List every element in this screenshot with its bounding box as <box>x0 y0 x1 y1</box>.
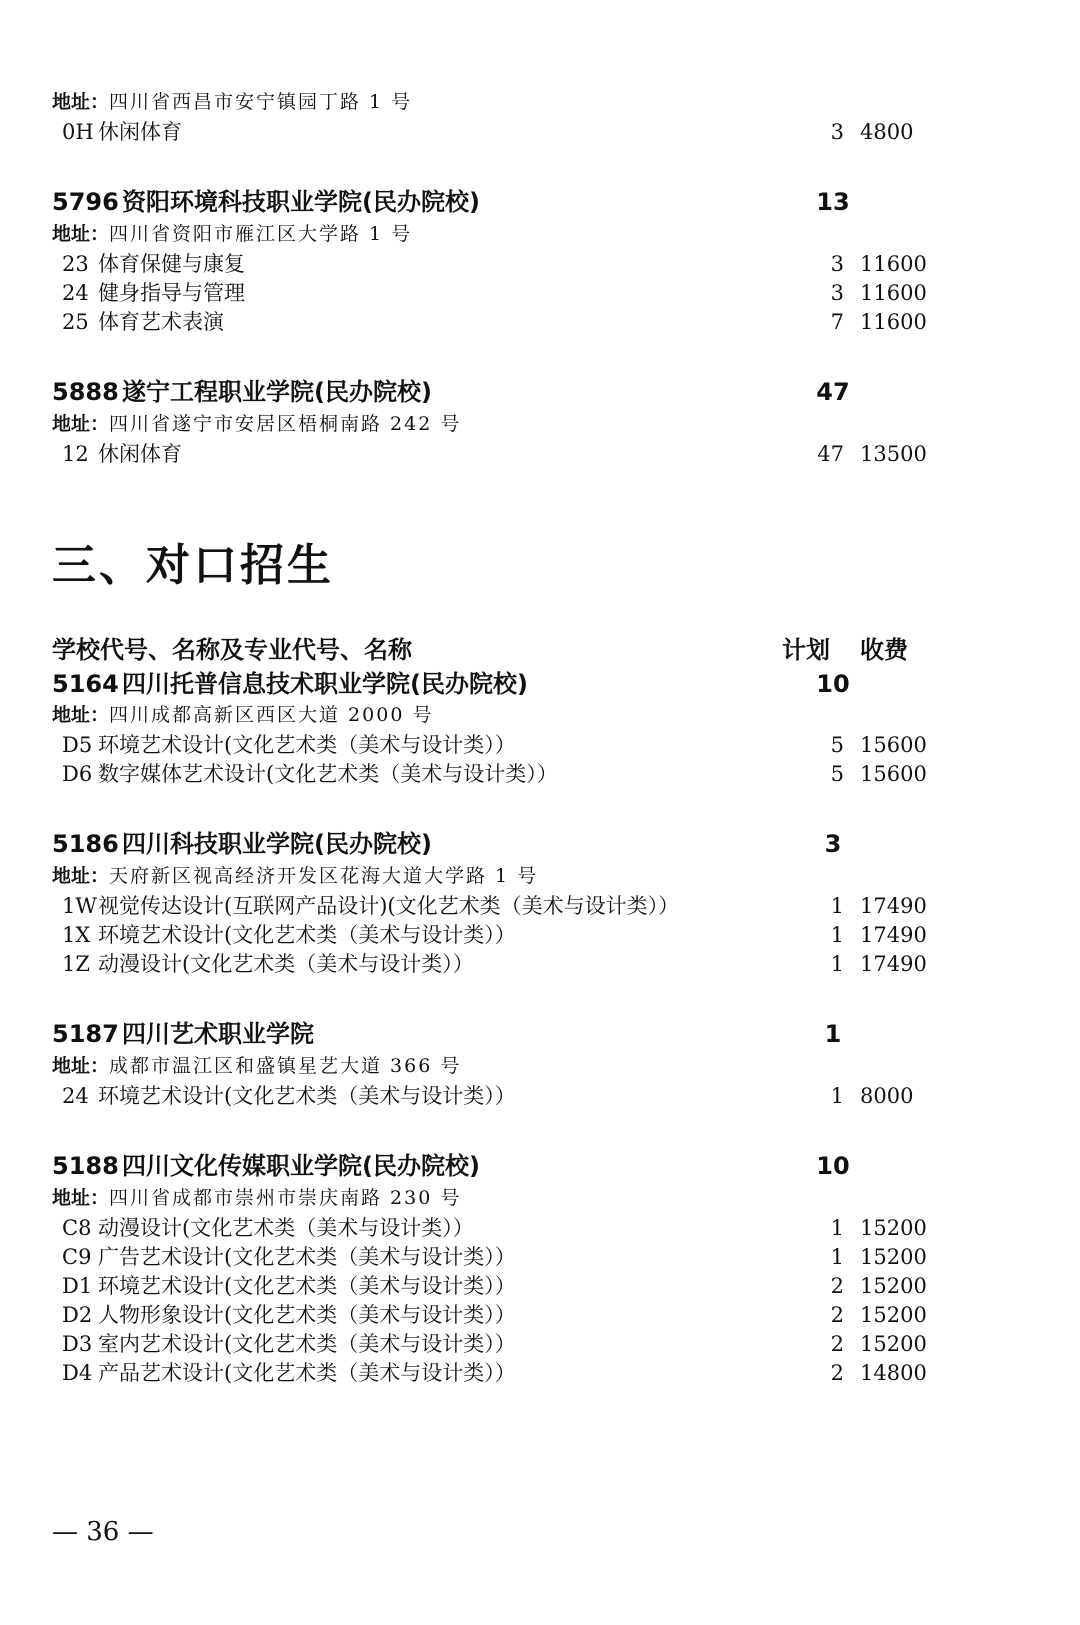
school-code: 5187 <box>52 1020 119 1048</box>
major-code: D6 <box>62 762 93 786</box>
major-name: 室内艺术设计(文化艺术类（美术与设计类）） <box>98 1332 516 1356</box>
major-code: C9 <box>62 1245 92 1269</box>
major-plan: 47 <box>817 442 844 466</box>
major-code: 1Z <box>62 952 90 976</box>
major-code: D5 <box>62 733 93 757</box>
header-fee: 收费 <box>860 636 908 664</box>
major-row <box>62 949 942 979</box>
major-row <box>62 117 942 147</box>
major-row <box>62 1300 942 1330</box>
major-name: 体育保健与康复 <box>98 252 245 276</box>
header-plan: 计划 <box>782 636 830 664</box>
school-code: 5888 <box>52 378 119 406</box>
major-code: 25 <box>62 310 89 334</box>
school-name: 遂宁工程职业学院(民办院校) <box>122 378 432 406</box>
school-plan: 10 <box>816 670 850 698</box>
major-row <box>62 1271 942 1301</box>
major-fee: 11600 <box>860 310 927 334</box>
school-name: 四川艺术职业学院 <box>122 1020 314 1048</box>
major-plan: 1 <box>830 1216 844 1240</box>
school-code: 5186 <box>52 830 119 858</box>
major-plan: 1 <box>830 1245 844 1269</box>
major-plan: 5 <box>830 762 844 786</box>
school-header <box>52 374 952 410</box>
major-code: C8 <box>62 1216 92 1240</box>
address-label: 地址： <box>52 865 110 887</box>
major-fee: 15200 <box>860 1332 927 1356</box>
major-row <box>62 1329 942 1359</box>
major-row <box>62 759 942 789</box>
major-name: 人物形象设计(文化艺术类（美术与设计类）） <box>98 1303 516 1327</box>
major-plan: 3 <box>830 252 844 276</box>
major-fee: 15200 <box>860 1245 927 1269</box>
major-row <box>62 1242 942 1272</box>
major-name: 休闲体育 <box>98 120 182 144</box>
major-fee: 13500 <box>860 442 927 466</box>
major-plan: 2 <box>830 1303 844 1327</box>
major-code: 1W <box>62 894 97 918</box>
major-plan: 1 <box>830 1084 844 1108</box>
school-header <box>52 666 952 702</box>
major-fee: 14800 <box>860 1361 927 1385</box>
major-fee: 15200 <box>860 1303 927 1327</box>
address-label: 地址： <box>52 413 110 435</box>
address-line <box>52 1051 952 1081</box>
major-fee: 15200 <box>860 1274 927 1298</box>
major-name: 体育艺术表演 <box>98 310 224 334</box>
school-plan: 1 <box>824 1020 842 1048</box>
major-row <box>62 439 942 469</box>
major-plan: 1 <box>830 923 844 947</box>
major-plan: 2 <box>830 1332 844 1356</box>
major-name: 环境艺术设计(文化艺术类（美术与设计类）） <box>98 1084 516 1108</box>
section-title: 三、对口招生 <box>52 540 334 591</box>
school-code: 5796 <box>52 188 119 216</box>
address-line <box>52 861 952 891</box>
major-code: 24 <box>62 1084 89 1108</box>
major-name: 数字媒体艺术设计(文化艺术类（美术与设计类）） <box>98 762 558 786</box>
major-fee: 17490 <box>860 894 927 918</box>
major-plan: 1 <box>830 894 844 918</box>
major-plan: 3 <box>830 281 844 305</box>
major-code: D1 <box>62 1274 93 1298</box>
school-plan: 3 <box>824 830 842 858</box>
address-line <box>52 219 952 249</box>
major-row <box>62 307 942 337</box>
major-code: 1X <box>62 923 91 947</box>
major-row <box>62 278 942 308</box>
major-row <box>62 730 942 760</box>
major-code: 0H <box>62 120 94 144</box>
address-line <box>52 1183 952 1213</box>
address-text: 四川省成都市崇州市崇庆南路 230 号 <box>109 1187 462 1209</box>
major-row <box>62 891 942 921</box>
major-code: D2 <box>62 1303 93 1327</box>
major-fee: 8000 <box>860 1084 914 1108</box>
address-text: 成都市温江区和盛镇星艺大道 366 号 <box>109 1055 462 1077</box>
major-fee: 15600 <box>860 762 927 786</box>
address-text: 四川成都高新区西区大道 2000 号 <box>109 704 434 726</box>
school-plan: 13 <box>816 188 850 216</box>
school-name: 资阳环境科技职业学院(民办院校) <box>122 188 480 216</box>
address-text: 四川省资阳市雁江区大学路 1 号 <box>109 223 413 245</box>
address-label: 地址： <box>52 1055 110 1077</box>
major-code: D4 <box>62 1361 93 1385</box>
major-plan: 5 <box>830 733 844 757</box>
major-row <box>62 920 942 950</box>
major-fee: 11600 <box>860 281 927 305</box>
school-code: 5188 <box>52 1152 119 1180</box>
major-name: 广告艺术设计(文化艺术类（美术与设计类）） <box>98 1245 516 1269</box>
school-name: 四川科技职业学院(民办院校) <box>122 830 432 858</box>
school-name: 四川文化传媒职业学院(民办院校) <box>122 1152 480 1180</box>
school-name: 四川托普信息技术职业学院(民办院校) <box>122 670 528 698</box>
major-plan: 3 <box>830 120 844 144</box>
school-plan: 10 <box>816 1152 850 1180</box>
major-name: 动漫设计(文化艺术类（美术与设计类）） <box>98 1216 474 1240</box>
major-name: 产品艺术设计(文化艺术类（美术与设计类）） <box>98 1361 516 1385</box>
address-line <box>52 700 952 730</box>
major-name: 动漫设计(文化艺术类（美术与设计类）） <box>98 952 474 976</box>
major-code: 12 <box>62 442 89 466</box>
address-label: 地址： <box>52 91 110 113</box>
school-code: 5164 <box>52 670 119 698</box>
major-row <box>62 1081 942 1111</box>
major-code: D3 <box>62 1332 93 1356</box>
school-header <box>52 1016 952 1052</box>
address-label: 地址： <box>52 223 110 245</box>
major-fee: 4800 <box>860 120 914 144</box>
address-line <box>52 409 952 439</box>
address-label: 地址： <box>52 704 110 726</box>
major-plan: 2 <box>830 1274 844 1298</box>
major-name: 环境艺术设计(文化艺术类（美术与设计类）） <box>98 1274 516 1298</box>
major-code: 24 <box>62 281 89 305</box>
page-number: — 36 — <box>52 1517 154 1547</box>
major-fee: 15600 <box>860 733 927 757</box>
major-row <box>62 249 942 279</box>
address-text: 天府新区视高经济开发区花海大道大学路 1 号 <box>109 865 539 887</box>
major-code: 23 <box>62 252 89 276</box>
header-name: 学校代号、名称及专业代号、名称 <box>52 636 412 664</box>
major-row <box>62 1358 942 1388</box>
major-fee: 11600 <box>860 252 927 276</box>
school-plan: 47 <box>816 378 850 406</box>
major-plan: 2 <box>830 1361 844 1385</box>
major-name: 健身指导与管理 <box>98 281 245 305</box>
school-header <box>52 1148 952 1184</box>
major-fee: 17490 <box>860 952 927 976</box>
address-line <box>52 87 952 117</box>
address-text: 四川省西昌市安宁镇园丁路 1 号 <box>109 91 413 113</box>
address-label: 地址： <box>52 1187 110 1209</box>
major-name: 视觉传达设计(互联网产品设计)(文化艺术类（美术与设计类）） <box>98 894 680 918</box>
major-fee: 17490 <box>860 923 927 947</box>
school-header <box>52 184 952 220</box>
major-plan: 1 <box>830 952 844 976</box>
major-name: 环境艺术设计(文化艺术类（美术与设计类）） <box>98 923 516 947</box>
major-name: 休闲体育 <box>98 442 182 466</box>
address-text: 四川省遂宁市安居区梧桐南路 242 号 <box>109 413 462 435</box>
major-plan: 7 <box>830 310 844 334</box>
school-header <box>52 826 952 862</box>
column-header <box>52 632 952 668</box>
major-row <box>62 1213 942 1243</box>
major-name: 环境艺术设计(文化艺术类（美术与设计类）） <box>98 733 516 757</box>
major-fee: 15200 <box>860 1216 927 1240</box>
